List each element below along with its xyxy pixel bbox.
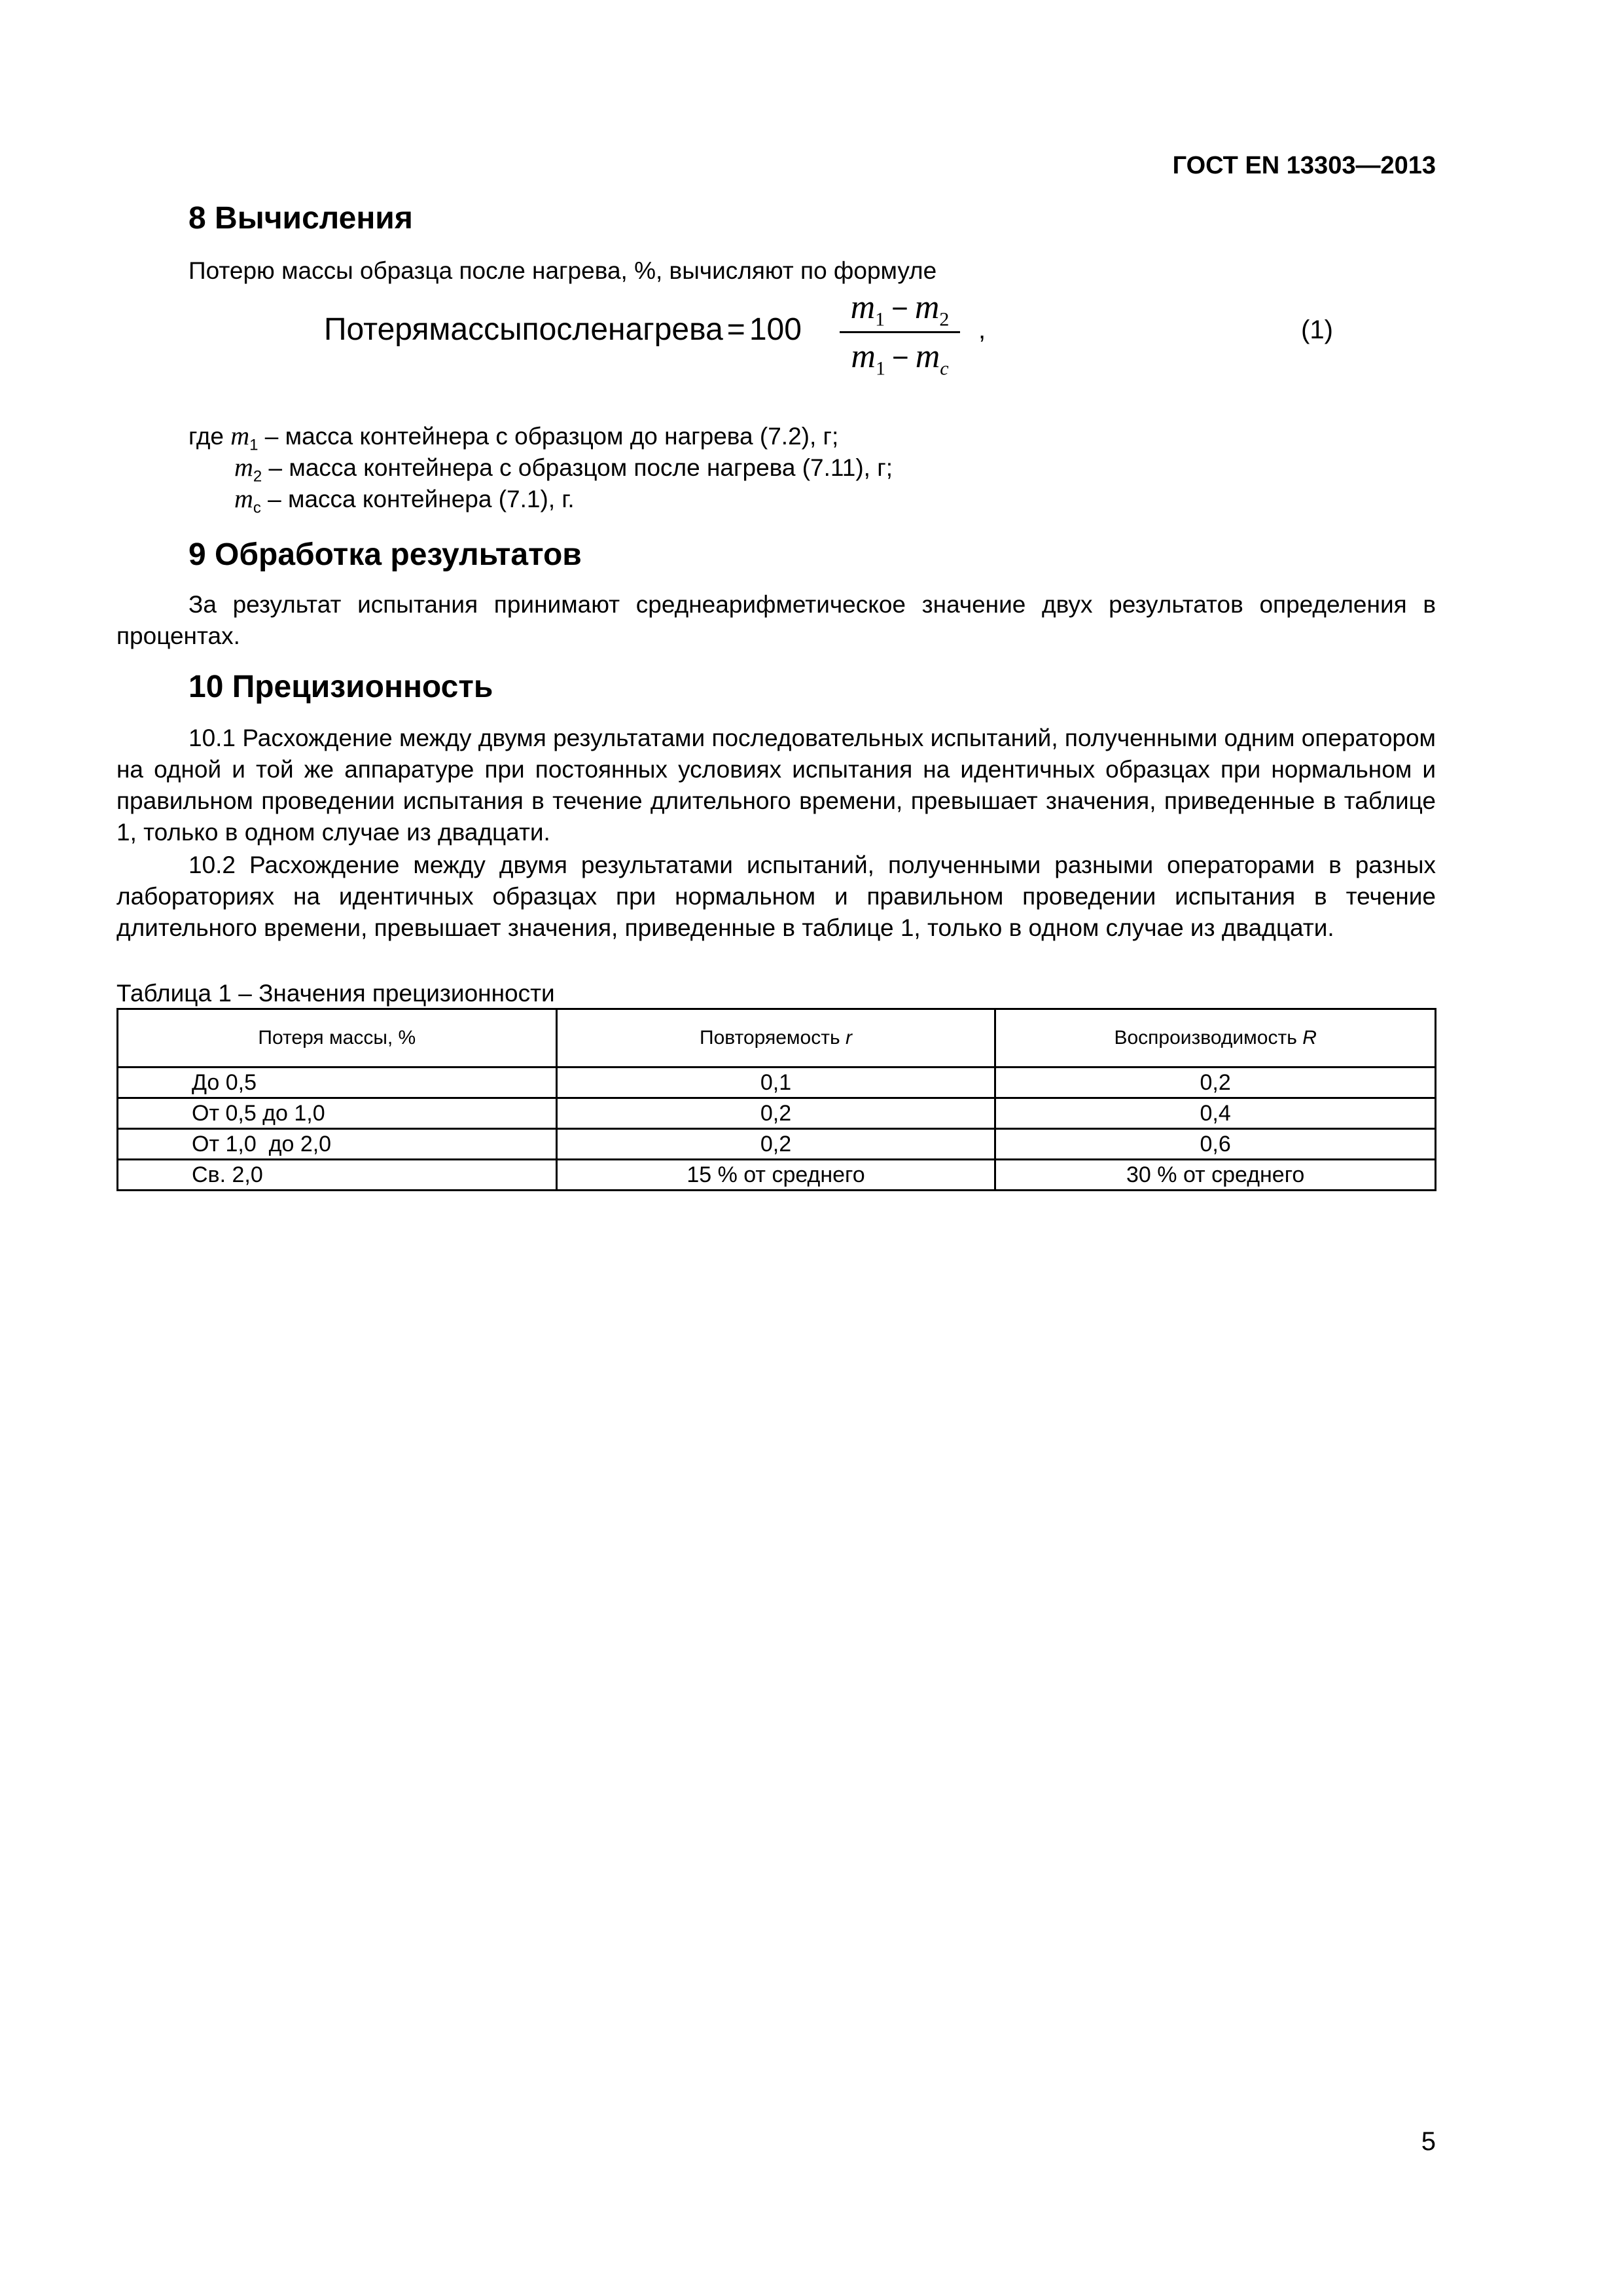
where-item: $m_c$ – масса контейнера (7.1), г. xyxy=(234,484,575,517)
formula-denominator: $m_1 - m_c$ xyxy=(851,338,949,380)
document-code: ГОСТ EN 13303—2013 xyxy=(1172,152,1436,179)
formula-eq: = xyxy=(726,312,745,347)
page-number: 5 xyxy=(1421,2127,1436,2156)
formula xyxy=(324,287,1358,391)
table-cell: До 0,5 xyxy=(118,1067,557,1098)
section-8-title: 8 Вычисления xyxy=(188,201,413,236)
where-item: где $m_1$ – масса контейнера с образцом до нагрева (7.2), г; xyxy=(188,421,839,454)
header-repeatability: Повторяемость r xyxy=(556,1009,995,1067)
where-block xyxy=(188,420,893,517)
section-9-title: 9 Обработка результатов xyxy=(188,537,582,572)
section-10-2-text: 10.2 Расхождение между двумя результатами испытаний, полученными разными операторами в разных лабораториях на идентичных образцах при нормальном и правильном проведении испытания в течение длительного времени, превышает значения, приведенные в таблице 1, только в одном случае из двадцати. xyxy=(116,852,1436,941)
table-cell: Св. 2,0 xyxy=(118,1160,557,1191)
table-caption: Таблица 1 – Значения прецизионности xyxy=(116,980,555,1007)
table-row xyxy=(118,1098,1436,1129)
formula-numerator: $m_1 - m_2$ xyxy=(850,289,950,331)
precision-table xyxy=(116,1008,1436,1191)
formula-fraction xyxy=(840,287,960,378)
formula-lhs-text: Потерямассыпосленагрева xyxy=(324,312,723,347)
equation-number: (1) xyxy=(1301,315,1333,344)
table-cell: 0,2 xyxy=(556,1098,995,1129)
table-cell: 30 % от среднего xyxy=(995,1160,1436,1191)
header-reproducibility: Воспроизводимость R xyxy=(995,1009,1436,1067)
table-cell: 0,2 xyxy=(995,1067,1436,1098)
table-cell: 0,2 xyxy=(556,1129,995,1160)
table-cell: 0,6 xyxy=(995,1129,1436,1160)
table-row xyxy=(118,1067,1436,1098)
table-row xyxy=(118,1129,1436,1160)
formula-comma: , xyxy=(978,315,986,344)
formula-coef: 100 xyxy=(749,312,802,347)
table-cell: От 0,5 до 1,0 xyxy=(118,1098,557,1129)
table-cell: От 1,0 до 2,0 xyxy=(118,1129,557,1160)
fraction-bar xyxy=(840,331,960,333)
section-9-text: За результат испытания принимают среднеарифметическое значение двух результатов определения в процентах. xyxy=(116,591,1436,649)
section-8-intro: Потерю массы образца после нагрева, %, вычисляют по формуле xyxy=(188,257,937,284)
table-header-row xyxy=(118,1009,1436,1067)
header-mass-loss: Потеря массы, % xyxy=(118,1009,557,1067)
section-10-title: 10 Прецизионность xyxy=(188,670,493,704)
where-item: $m_2$ – масса контейнера с образцом после нагрева (7.11), г; xyxy=(234,452,893,486)
table-cell: 15 % от среднего xyxy=(556,1160,995,1191)
table-cell: 0,1 xyxy=(556,1067,995,1098)
section-10-1-text: 10.1 Расхождение между двумя результатами последовательных испытаний, полученными одним оператором на одной и той же аппаратуре при постоянных условиях испытания на идентичных образцах при нормальном и правильном проведении испытания в течение длительного времени, превышает значения, приведенные в таблице 1, только в одном случае из двадцати. xyxy=(116,725,1436,846)
table-cell: 0,4 xyxy=(995,1098,1436,1129)
table-row xyxy=(118,1160,1436,1191)
formula-lhs xyxy=(324,312,802,348)
